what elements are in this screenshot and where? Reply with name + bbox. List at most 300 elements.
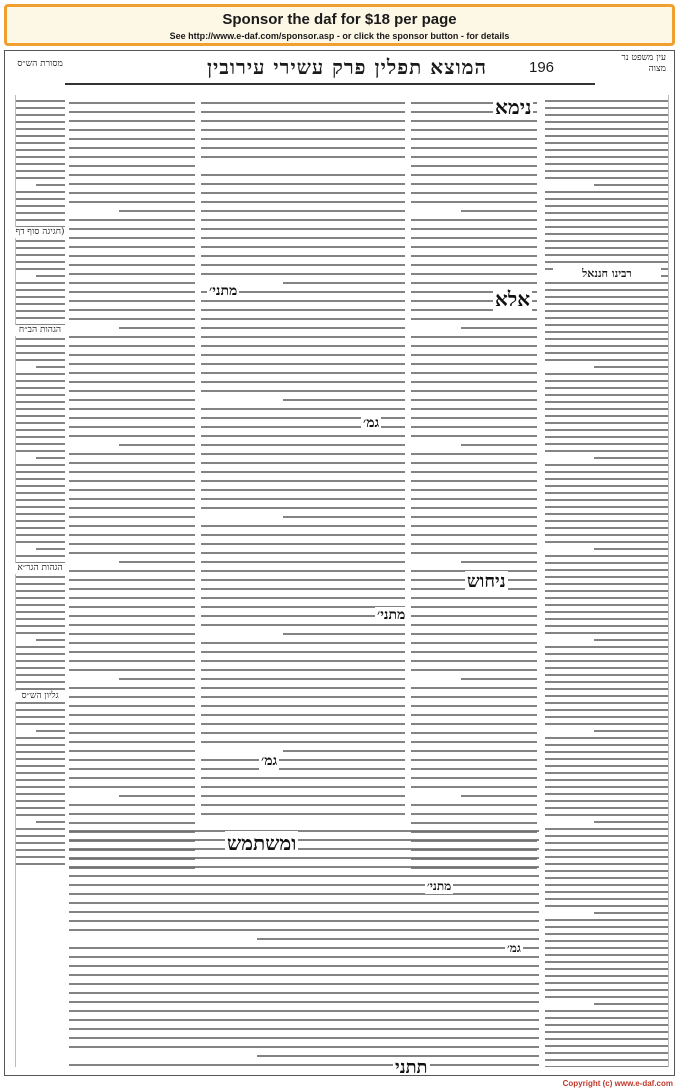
text-line <box>545 527 668 529</box>
text-line <box>545 107 668 109</box>
text-line <box>545 674 668 676</box>
text-line <box>201 318 405 320</box>
text-line <box>545 583 668 585</box>
text-line <box>16 681 65 683</box>
text-line <box>594 1003 668 1005</box>
text-line <box>69 453 195 455</box>
text-line <box>201 552 405 554</box>
gemara-top-block <box>201 95 405 163</box>
text-line <box>545 1031 668 1033</box>
text-line <box>545 541 668 543</box>
text-line <box>201 129 405 131</box>
text-line <box>69 875 539 877</box>
text-line <box>201 111 405 113</box>
text-line <box>16 485 65 487</box>
text-line <box>16 317 65 319</box>
text-line <box>545 401 668 403</box>
text-line <box>545 289 668 291</box>
text-line <box>411 633 537 635</box>
text-line <box>16 128 65 130</box>
text-line <box>69 579 195 581</box>
text-line <box>16 541 65 543</box>
text-line <box>201 156 405 158</box>
text-line <box>69 534 195 536</box>
text-line <box>16 394 65 396</box>
text-line <box>201 705 405 707</box>
text-line <box>16 191 65 193</box>
text-line <box>545 919 668 921</box>
text-line <box>69 813 195 815</box>
text-line <box>545 765 668 767</box>
text-line <box>69 624 195 626</box>
text-line <box>16 632 65 634</box>
text-line <box>545 345 668 347</box>
keyword-nima: נימא <box>495 95 532 119</box>
left-margin-column <box>15 95 65 1067</box>
text-line <box>16 709 65 711</box>
text-line <box>16 114 65 116</box>
header-rule <box>65 83 595 85</box>
text-line <box>545 296 668 298</box>
text-line <box>545 352 668 354</box>
text-line <box>69 183 195 185</box>
text-line <box>69 219 195 221</box>
text-line <box>16 100 65 102</box>
text-line <box>545 807 668 809</box>
text-line <box>201 174 405 176</box>
text-line <box>69 111 195 113</box>
text-line <box>201 669 405 671</box>
side-label-chagigah: (חגיגה סוף דף <box>15 227 65 237</box>
text-line <box>545 324 668 326</box>
text-line <box>545 331 668 333</box>
text-line <box>545 429 668 431</box>
text-line <box>201 408 405 410</box>
text-line <box>69 750 195 752</box>
text-line <box>594 366 668 368</box>
text-line <box>594 184 668 186</box>
text-line <box>16 492 65 494</box>
right-margin-column <box>545 95 669 1067</box>
text-line <box>545 611 668 613</box>
text-line <box>69 318 195 320</box>
text-line <box>69 264 195 266</box>
text-line <box>411 516 537 518</box>
text-line <box>201 327 405 329</box>
text-line <box>545 198 668 200</box>
text-line <box>545 751 668 753</box>
text-line <box>16 107 65 109</box>
text-line <box>411 120 537 122</box>
text-line <box>36 366 65 368</box>
text-line <box>69 830 539 832</box>
talmud-page <box>4 50 675 1076</box>
text-line <box>69 848 539 850</box>
text-line <box>201 219 405 221</box>
text-line <box>69 911 539 913</box>
text-line <box>119 795 195 797</box>
text-line <box>69 372 195 374</box>
text-line <box>411 480 537 482</box>
text-line <box>411 363 537 365</box>
keyword-gemara-3: גמ׳ <box>507 941 521 955</box>
text-line <box>201 372 405 374</box>
text-line <box>69 893 539 895</box>
text-line <box>16 688 65 690</box>
text-line <box>201 597 405 599</box>
text-line <box>201 309 405 311</box>
text-line <box>545 177 668 179</box>
text-line <box>411 705 537 707</box>
text-line <box>16 786 65 788</box>
text-line <box>545 422 668 424</box>
text-line <box>16 604 65 606</box>
text-line <box>461 210 537 212</box>
text-line <box>411 282 537 284</box>
text-line <box>69 498 195 500</box>
text-line <box>411 219 537 221</box>
text-line <box>69 929 539 931</box>
text-line <box>201 246 405 248</box>
text-line <box>411 507 537 509</box>
text-line <box>69 920 539 922</box>
text-line <box>411 372 537 374</box>
text-line <box>16 387 65 389</box>
text-line <box>16 254 65 256</box>
text-line <box>201 768 405 770</box>
text-line <box>545 464 668 466</box>
text-line <box>411 723 537 725</box>
text-line <box>36 457 65 459</box>
text-line <box>545 723 668 725</box>
text-line <box>545 436 668 438</box>
text-line <box>69 570 195 572</box>
text-line <box>16 408 65 410</box>
mesoret-hashas-heading: מסורת הש״ס <box>17 59 63 69</box>
text-line <box>594 821 668 823</box>
text-line <box>69 381 195 383</box>
text-line <box>69 336 195 338</box>
text-line <box>69 902 539 904</box>
text-line <box>201 507 405 509</box>
text-line <box>16 660 65 662</box>
text-line <box>545 933 668 935</box>
text-line <box>69 759 195 761</box>
text-line <box>16 765 65 767</box>
text-line <box>69 606 195 608</box>
text-line <box>16 723 65 725</box>
text-line <box>411 417 537 419</box>
text-line <box>545 1038 668 1040</box>
text-line <box>16 618 65 620</box>
text-line <box>545 149 668 151</box>
text-line <box>545 814 668 816</box>
text-line <box>201 543 405 545</box>
text-line <box>201 390 405 392</box>
text-line <box>16 534 65 536</box>
keyword-gemara-2: גמ׳ <box>261 753 278 769</box>
text-line <box>69 462 195 464</box>
text-line <box>545 870 668 872</box>
text-line <box>283 750 405 752</box>
side-label-gilyon-hashas: גליון הש״ס <box>15 691 65 702</box>
text-line <box>69 174 195 176</box>
keyword-ela: אלא <box>495 287 531 311</box>
text-line <box>201 354 405 356</box>
text-line <box>36 730 65 732</box>
text-line <box>545 744 668 746</box>
text-line <box>257 938 539 940</box>
text-line <box>545 940 668 942</box>
text-line <box>16 296 65 298</box>
text-line <box>545 786 668 788</box>
text-line <box>16 835 65 837</box>
text-line <box>201 786 405 788</box>
text-line <box>16 436 65 438</box>
text-line <box>545 905 668 907</box>
text-line <box>16 401 65 403</box>
text-line <box>545 569 668 571</box>
text-line <box>545 772 668 774</box>
text-line <box>69 983 539 985</box>
text-line <box>411 345 537 347</box>
text-line <box>16 667 65 669</box>
text-line <box>545 954 668 956</box>
text-line <box>69 947 539 949</box>
text-line <box>411 552 537 554</box>
text-line <box>545 485 668 487</box>
text-line <box>201 570 405 572</box>
side-label-hagahot-hagra: הגהות הגר״א <box>15 563 65 574</box>
text-line <box>69 768 195 770</box>
text-line <box>545 212 668 214</box>
text-line <box>201 381 405 383</box>
text-line <box>545 926 668 928</box>
text-line <box>16 646 65 648</box>
text-line <box>545 338 668 340</box>
text-line <box>201 435 405 437</box>
text-line <box>69 291 195 293</box>
text-line <box>411 426 537 428</box>
text-line <box>545 1052 668 1054</box>
text-line <box>16 219 65 221</box>
text-line <box>16 744 65 746</box>
text-line <box>545 359 668 361</box>
text-line <box>201 696 405 698</box>
text-line <box>545 576 668 578</box>
text-line <box>16 212 65 214</box>
text-line <box>545 891 668 893</box>
text-line <box>16 373 65 375</box>
text-line <box>411 471 537 473</box>
text-line <box>201 498 405 500</box>
text-line <box>69 480 195 482</box>
text-line <box>16 429 65 431</box>
text-line <box>119 210 195 212</box>
text-line <box>69 138 195 140</box>
text-line <box>69 651 195 653</box>
text-line <box>201 777 405 779</box>
text-line <box>69 696 195 698</box>
text-line <box>411 381 537 383</box>
text-line <box>201 534 405 536</box>
text-line <box>545 709 668 711</box>
text-line <box>411 138 537 140</box>
text-line <box>201 228 405 230</box>
text-line <box>201 489 405 491</box>
text-line <box>69 992 539 994</box>
text-line <box>69 417 195 419</box>
text-line <box>69 884 539 886</box>
text-line <box>16 527 65 529</box>
text-line <box>594 639 668 641</box>
copyright-notice: Copyright (c) www.e-daf.com <box>562 1079 673 1088</box>
text-line <box>545 499 668 501</box>
text-line <box>201 273 405 275</box>
text-line <box>36 821 65 823</box>
text-line <box>16 121 65 123</box>
text-line <box>69 345 195 347</box>
text-line <box>545 590 668 592</box>
text-line <box>69 273 195 275</box>
text-line <box>16 380 65 382</box>
text-line <box>461 795 537 797</box>
text-line <box>69 246 195 248</box>
text-line <box>594 548 668 550</box>
text-line <box>545 135 668 137</box>
text-line <box>16 674 65 676</box>
text-line <box>69 1064 539 1066</box>
text-line <box>545 219 668 221</box>
text-line <box>201 525 405 527</box>
keyword-matni-3: מתני׳ <box>427 879 452 893</box>
text-line <box>411 354 537 356</box>
text-line <box>201 201 405 203</box>
text-line <box>283 516 405 518</box>
keyword-gemara-1: גמ׳ <box>363 415 380 431</box>
text-line <box>69 255 195 257</box>
text-line <box>545 947 668 949</box>
bottom-commentary-block <box>69 823 539 1067</box>
text-line <box>201 345 405 347</box>
text-line <box>201 579 405 581</box>
folio-number: 196 <box>529 59 555 76</box>
text-line <box>545 254 668 256</box>
text-line <box>69 228 195 230</box>
text-line <box>16 471 65 473</box>
text-line <box>69 642 195 644</box>
text-line <box>545 632 668 634</box>
text-line <box>545 702 668 704</box>
text-line <box>16 205 65 207</box>
text-line <box>16 156 65 158</box>
text-line <box>201 561 405 563</box>
text-line <box>545 618 668 620</box>
text-line <box>411 804 537 806</box>
text-line <box>201 588 405 590</box>
text-line <box>16 422 65 424</box>
text-line <box>69 102 195 104</box>
keyword-niches: ניחוש <box>467 571 506 592</box>
text-line <box>69 120 195 122</box>
text-line <box>545 247 668 249</box>
text-line <box>16 807 65 809</box>
text-line <box>545 317 668 319</box>
text-line <box>411 732 537 734</box>
text-line <box>411 669 537 671</box>
text-line <box>545 513 668 515</box>
text-line <box>545 520 668 522</box>
text-line <box>545 380 668 382</box>
text-line <box>411 687 537 689</box>
text-line <box>69 615 195 617</box>
text-line <box>545 492 668 494</box>
text-line <box>201 336 405 338</box>
text-line <box>545 261 668 263</box>
text-line <box>119 678 195 680</box>
text-line <box>545 597 668 599</box>
text-line <box>201 264 405 266</box>
text-line <box>545 625 668 627</box>
text-line <box>69 804 195 806</box>
text-line <box>545 191 668 193</box>
text-line <box>411 435 537 437</box>
text-line <box>283 633 405 635</box>
text-line <box>16 506 65 508</box>
text-line <box>545 114 668 116</box>
text-line <box>411 462 537 464</box>
text-line <box>545 737 668 739</box>
text-line <box>411 714 537 716</box>
text-line <box>594 730 668 732</box>
text-line <box>411 543 537 545</box>
text-line <box>545 443 668 445</box>
text-line <box>411 246 537 248</box>
text-line <box>69 282 195 284</box>
text-line <box>411 660 537 662</box>
text-line <box>545 534 668 536</box>
text-line <box>545 373 668 375</box>
text-line <box>69 1010 539 1012</box>
text-line <box>545 653 668 655</box>
text-line <box>201 723 405 725</box>
text-line <box>545 450 668 452</box>
text-line <box>69 525 195 527</box>
text-line <box>411 201 537 203</box>
text-line <box>16 716 65 718</box>
text-line <box>411 228 537 230</box>
text-line <box>201 300 405 302</box>
text-line <box>545 1059 668 1061</box>
text-line <box>16 282 65 284</box>
text-line <box>69 741 195 743</box>
text-line <box>545 716 668 718</box>
text-line <box>16 310 65 312</box>
text-line <box>201 471 405 473</box>
text-line <box>545 793 668 795</box>
text-line <box>545 142 668 144</box>
gemara-main-column <box>201 167 405 815</box>
text-line <box>545 982 668 984</box>
text-line <box>411 147 537 149</box>
sponsor-banner[interactable] <box>4 4 675 46</box>
text-line <box>69 723 195 725</box>
text-line <box>545 863 668 865</box>
text-line <box>201 678 405 680</box>
text-line <box>69 1037 539 1039</box>
text-line <box>16 261 65 263</box>
text-line <box>36 184 65 186</box>
